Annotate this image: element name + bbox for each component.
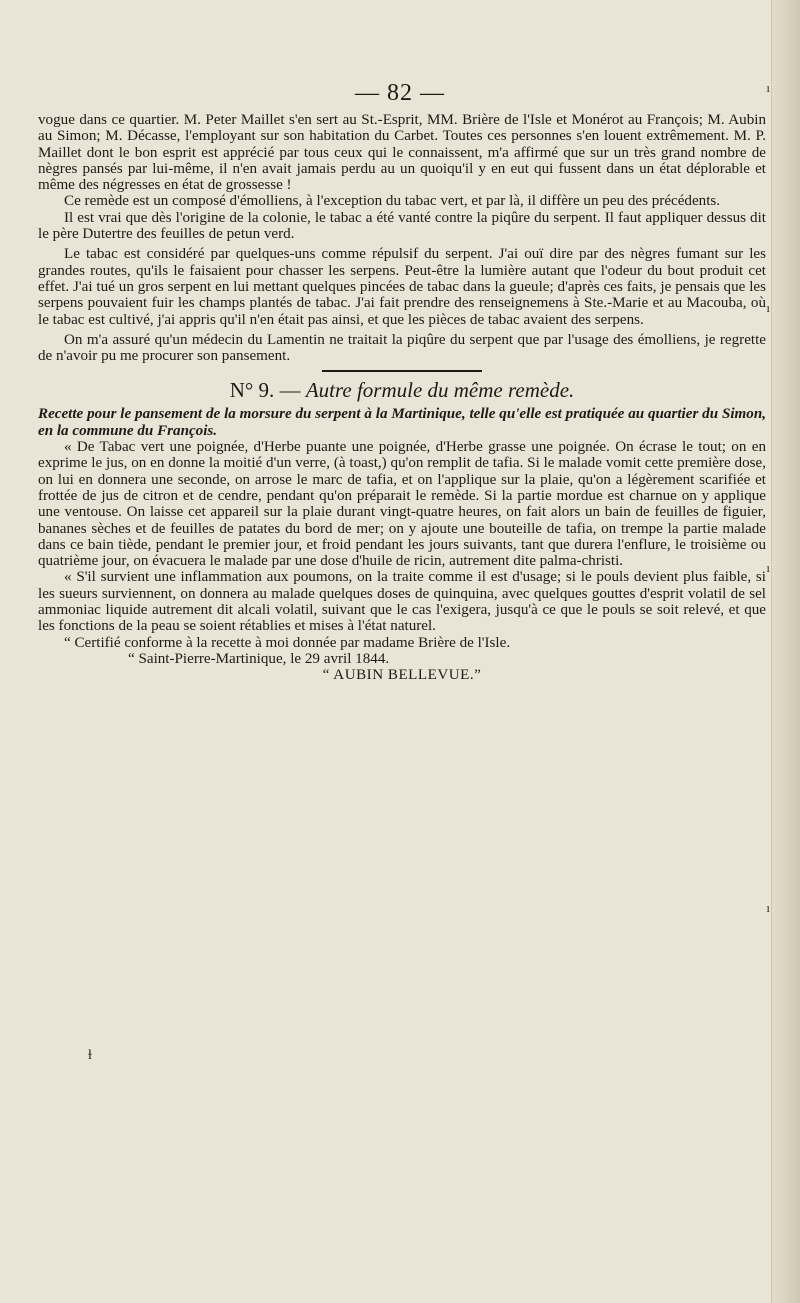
paragraph-composition: Ce remède est un composé d'émolliens, à l'exception du tabac vert, et par là, il diffère un peu des précédents. (64, 193, 721, 210)
section-divider (322, 370, 482, 372)
edge-mark: ı (766, 300, 770, 315)
document-body (38, 112, 766, 684)
paragraph-intro: vogue dans ce quartier. M. Peter Maillet s'en sert au St.-Esprit, MM. Brière de l'Isle et Monérot au François; M. Aubin au Simon; M. Décasse, l'employant sur son habitation du Carbet. Toutes ces personnes s'en louent extrêmement. M. P. Maillet dont le bon esprit est apprécié par tous ceux qui le connaissent, m'a affirmé que sur un très grand nombre de nègres pansés par lui-même, il n'en avait jamais perdu au un quoiqu'il y en eut qui fussent dans un état déplorable et même des négresses en état de grossesse ! (38, 112, 766, 194)
section-number: N° 9. (229, 378, 275, 403)
edge-mark: ı (766, 560, 770, 575)
section-dash: — (279, 378, 301, 403)
paragraph-lamentin-doctor: On m'a assuré qu'un médecin du Lamentin ne traitait la piqûre du serpent que par l'usage des émolliens, je regrette de n'avoir pu me procurer son pansement. (38, 331, 766, 365)
edge-mark: ı (766, 80, 770, 95)
section-heading (38, 378, 766, 402)
paragraph-tobacco-repellent: Le tabac est considéré par quelques-uns comme répulsif du serpent. J'ai ouï dire par des nègres fumant sur les grandes routes, qu'ils le faisaient pour chasser les serpens. Peut-être la lumière autant que l'odeur du bout produit cet effet. J'ai tué un gros serpent en lui mettant quelques pincées de tabac dans la gueule; d'après ces faits, je pensais que les serpens pouvaient fuir les champs plantés de tabac. J'ai fait prendre des renseignemens à Ste.-Marie et au Macouba, où le tabac est cultivé, j'ai appris qu'il n'en était pas ainsi, et que les pièces de tabac avaient des serpens. (38, 246, 766, 328)
recipe-paragraph-1: « De Tabac vert une poignée, d'Herbe puante une poignée, d'Herbe grasse une poignée. On écrase le tout; on en exprime le jus, on en donne la moitié d'un verre, (à toast,) qu'on remplit de tafia. Si le malade vomit cette première dose, on lui en donnera une seconde, on arrose le marc de tafia, et on l'applique sur la plaie, qu'on a légèrement scarifiée et frottée de jus de citron et de cendre, pendant qu'on préparait le remède. Si la partie mordue est charnue on y applique une ventouse. On laisse cet appareil sur la plaie durant vingt-quatre heures, on fait alors un bain de feuilles de figuier, bananes sèches et de feuilles de patates du bord de mer; on y ajoute une bouteille de tafia, on trempe la partie malade dans ce bain tiède, pendant le premier jour, et froid pendant les jours suivants, tant que durera l'enflure, le troisième ou quatrième jour, on évacuera le malade par une dose d'huile de ricin, autrement dite palma-christi. (38, 439, 766, 570)
recipe-subtitle: Recette pour le pansement de la morsure du serpent à la Martinique, telle qu'elle est pratiquée au quartier du Simon, en la commune du François. (38, 406, 766, 439)
paragraph-origin: Il est vrai que dès l'origine de la colonie, le tabac a été vanté contre la piqûre du serpent. Il faut appliquer dessus dit le père Dutertre des feuilles de petun verd. (38, 209, 766, 243)
signature-line: “ AUBIN BELLEVUE.” (322, 667, 482, 684)
page-number: — 82 — (355, 80, 445, 106)
certification-line: “ Certifié conforme à la recette à moi donnée par madame Brière de l'Isle. (64, 634, 511, 651)
margin-mark: ɫ (88, 1048, 92, 1063)
section-title: Autre formule du même remède. (305, 378, 575, 403)
place-date-line: “ Saint-Pierre-Martinique, le 29 avril 1844. (128, 650, 390, 667)
page-edge (771, 0, 800, 1303)
recipe-paragraph-2: « S'il survient une inflammation aux poumons, on la traite comme il est d'usage; si le pouls devient plus faible, si les sueurs surviennent, on donnera au malade quelques doses de quinquina, avec quelques gouttes d'esprit volatil de sel ammoniac liquide autrement dit alcali volatil, suivant que le cas l'exigera, jusqu'à ce que le pouls se soit relevé, et que les fonctions de la peau se soient rétablies et mises à l'état naturel. (38, 569, 766, 635)
edge-mark: ı (766, 900, 770, 915)
